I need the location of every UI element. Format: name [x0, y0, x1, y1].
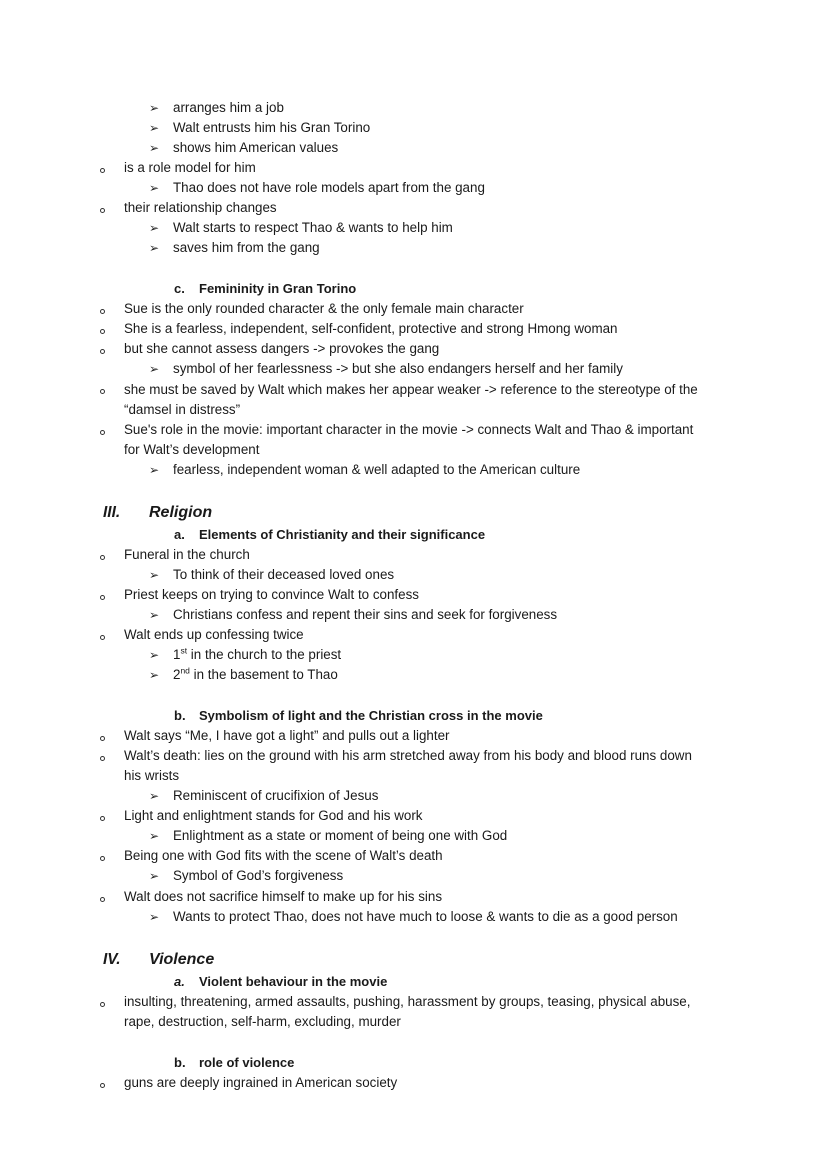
ordinal-suffix: st	[180, 645, 188, 656]
circle-bullet-icon	[100, 736, 105, 741]
circle-bullet-icon	[100, 856, 105, 861]
arrow-bullet-icon: ➢	[149, 648, 160, 662]
arrow-bullet-icon: ➢	[149, 101, 160, 115]
ordinal-number: 1	[173, 647, 181, 662]
arrow-bullet-icon: ➢	[149, 668, 160, 682]
section-title-violence: Violence	[149, 951, 215, 968]
subheading-femininity: Femininity in Gran Torino	[199, 281, 357, 296]
circle-bullet-icon	[100, 389, 105, 394]
list-item-text: but she cannot assess dangers -> provokes the gang	[124, 341, 440, 356]
circle-bullet-icon	[100, 309, 105, 314]
list-item-text: Sue is the only rounded character & the only female main character	[124, 301, 524, 316]
bullet-text: Thao does not have role models apart from the gang	[173, 180, 485, 195]
subheading-letter: c.	[174, 281, 185, 296]
subheading-letter: a.	[174, 974, 185, 989]
arrow-bullet-icon: ➢	[149, 789, 160, 803]
ordinal-number: 2	[173, 667, 181, 682]
list-item-text-continued: rape, destruction, self-harm, excluding, murder	[124, 1014, 401, 1029]
list-item-text: Walt says “Me, I have got a light” and pulls out a lighter	[124, 728, 450, 743]
circle-bullet-icon	[100, 430, 105, 435]
subheading-letter: b.	[174, 708, 186, 723]
arrow-bullet-icon: ➢	[149, 221, 160, 235]
section-number: III.	[103, 504, 121, 521]
bullet-text: shows him American values	[173, 140, 339, 155]
subheading-letter: a.	[174, 527, 185, 542]
ordinal-suffix: nd	[180, 665, 190, 676]
list-item-text: Sue's role in the movie: important character in the movie -> connects Walt and Thao & important	[124, 422, 694, 437]
list-item-text: Priest keeps on trying to convince Walt to confess	[124, 587, 419, 602]
arrow-bullet-icon: ➢	[149, 121, 160, 135]
bullet-text: in the church to the priest	[187, 647, 342, 662]
circle-bullet-icon	[100, 168, 105, 173]
arrow-bullet-icon: ➢	[149, 141, 160, 155]
circle-bullet-icon	[100, 329, 105, 334]
list-item-text: Walt ends up confessing twice	[124, 627, 304, 642]
subheading-letter: b.	[174, 1055, 186, 1070]
bullet-text: arranges him a job	[173, 100, 284, 115]
arrow-bullet-icon: ➢	[149, 829, 160, 843]
list-item-text: she must be saved by Walt which makes her appear weaker -> reference to the stereotype of the	[124, 382, 698, 397]
bullet-text: fearless, independent woman & well adapted to the American culture	[173, 462, 581, 477]
bullet-text: Symbol of God’s forgiveness	[173, 868, 344, 883]
arrow-bullet-icon: ➢	[149, 463, 160, 477]
bullet-text: To think of their deceased loved ones	[173, 567, 395, 582]
list-item-text: Walt does not sacrifice himself to make up for his sins	[124, 889, 443, 904]
arrow-bullet-icon: ➢	[149, 362, 160, 376]
subheading-role-of-violence: role of violence	[199, 1055, 295, 1070]
bullet-text: in the basement to Thao	[189, 667, 338, 682]
bullet-text-second	[173, 665, 338, 685]
bullet-text: Reminiscent of crucifixion of Jesus	[173, 788, 379, 803]
section-number: IV.	[103, 951, 121, 968]
circle-bullet-icon	[100, 635, 105, 640]
section-title-religion: Religion	[149, 504, 213, 521]
list-item-text: She is a fearless, independent, self-confident, protective and strong Hmong woman	[124, 321, 618, 336]
list-item-text-continued: for Walt’s development	[124, 442, 260, 457]
circle-bullet-icon	[100, 349, 105, 354]
bullet-text: Enlightment as a state or moment of being one with God	[173, 828, 508, 843]
arrow-bullet-icon: ➢	[149, 869, 160, 883]
subheading-christianity: Elements of Christianity and their significance	[199, 527, 486, 542]
list-item-text: guns are deeply ingrained in American society	[124, 1075, 398, 1090]
bullet-text: symbol of her fearlessness -> but she also endangers herself and her family	[173, 361, 623, 376]
list-item-text: Funeral in the church	[124, 547, 250, 562]
circle-bullet-icon	[100, 897, 105, 902]
arrow-bullet-icon: ➢	[149, 241, 160, 255]
subheading-symbolism: Symbolism of light and the Christian cross in the movie	[199, 708, 543, 723]
circle-bullet-icon	[100, 595, 105, 600]
bullet-text: saves him from the gang	[173, 240, 320, 255]
list-item-text: Walt’s death: lies on the ground with his arm stretched away from his body and blood runs down	[124, 748, 692, 763]
circle-bullet-icon	[100, 816, 105, 821]
list-item-text: their relationship changes	[124, 200, 277, 215]
circle-bullet-icon	[100, 208, 105, 213]
list-item-text: Being one with God fits with the scene of Walt’s death	[124, 848, 443, 863]
list-item-text: Light and enlightment stands for God and his work	[124, 808, 423, 823]
arrow-bullet-icon: ➢	[149, 568, 160, 582]
arrow-bullet-icon: ➢	[149, 608, 160, 622]
circle-bullet-icon	[100, 756, 105, 761]
bullet-text: Wants to protect Thao, does not have much to loose & wants to die as a good person	[173, 909, 678, 924]
list-item-text-continued: his wrists	[124, 768, 180, 783]
bullet-text-first	[173, 645, 341, 665]
circle-bullet-icon	[100, 555, 105, 560]
arrow-bullet-icon: ➢	[149, 910, 160, 924]
bullet-text: Walt starts to respect Thao & wants to help him	[173, 220, 453, 235]
list-item-text: is a role model for him	[124, 160, 256, 175]
circle-bullet-icon	[100, 1002, 105, 1007]
circle-bullet-icon	[100, 1083, 105, 1088]
arrow-bullet-icon: ➢	[149, 181, 160, 195]
list-item-text: insulting, threatening, armed assaults, pushing, harassment by groups, teasing, physical abuse,	[124, 994, 691, 1009]
bullet-text: Christians confess and repent their sins and seek for forgiveness	[173, 607, 558, 622]
bullet-text: Walt entrusts him his Gran Torino	[173, 120, 371, 135]
list-item-text-continued: “damsel in distress”	[124, 402, 241, 417]
subheading-violent-behaviour: Violent behaviour in the movie	[199, 974, 388, 989]
